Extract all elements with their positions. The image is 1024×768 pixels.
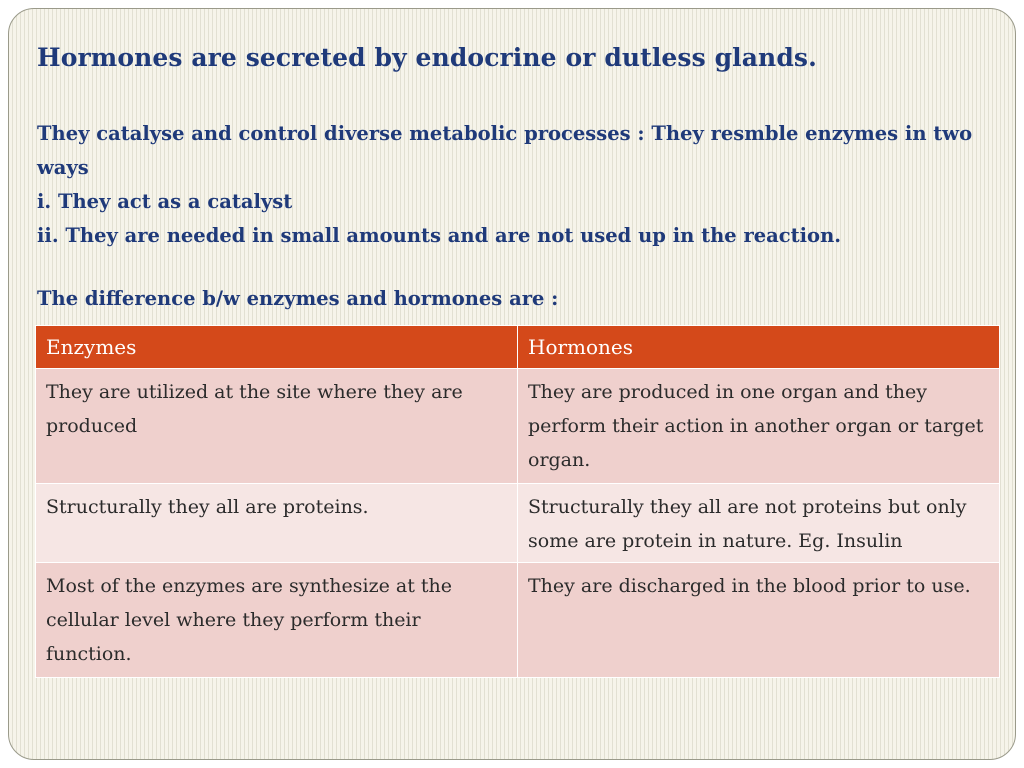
table-cell-hormones: Structurally they all are not proteins but only some are protein in nature. Eg. Insulin: [518, 484, 1000, 563]
slide-title: Hormones are secreted by endocrine or dutless glands.: [37, 43, 817, 72]
comparison-table: [35, 325, 1000, 678]
table-header-row: [36, 326, 1000, 369]
header-hormones: Hormones: [518, 326, 1000, 369]
table-cell-enzymes: Most of the enzymes are synthesize at the cellular level where they perform their function.: [36, 563, 518, 678]
table-cell-enzymes: They are utilized at the site where they are produced: [36, 369, 518, 484]
intro-paragraph: [37, 117, 997, 253]
intro-point-2: ii. They are needed in small amounts and are not used up in the reaction.: [37, 224, 842, 247]
table-cell-enzymes: Structurally they all are proteins.: [36, 484, 518, 563]
comparison-title: The difference b/w enzymes and hormones are :: [37, 287, 559, 310]
table-row: [36, 484, 1000, 563]
table-cell-hormones: They are produced in one organ and they perform their action in another organ or target organ.: [518, 369, 1000, 484]
header-enzymes: Enzymes: [36, 326, 518, 369]
table-row: [36, 369, 1000, 484]
table-cell-hormones: They are discharged in the blood prior to use.: [518, 563, 1000, 678]
slide: [8, 8, 1016, 760]
intro-point-1: i. They act as a catalyst: [37, 190, 293, 213]
intro-line: They catalyse and control diverse metabolic processes : They resmble enzymes in two ways: [37, 122, 973, 179]
table-row: [36, 563, 1000, 678]
